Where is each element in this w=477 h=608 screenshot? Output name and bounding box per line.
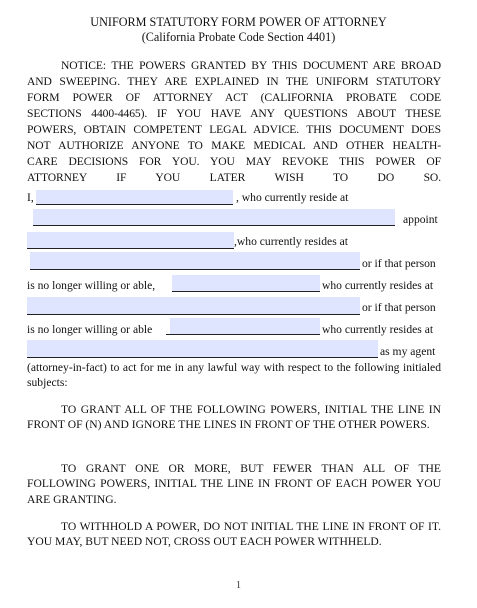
notice-line: NOT AUTHORIZE ANYONE TO MAKE MEDICAL AND OTHER HEALTH-: [27, 139, 441, 152]
document-subtitle: (California Probate Code Section 4401): [141, 30, 336, 44]
no-longer-label-2: is no longer willing or able: [27, 323, 153, 336]
notice-line: NOTICE: THE POWERS GRANTED BY THIS DOCUMENT ARE BROAD: [61, 59, 441, 72]
notice-line: POWERS, OBTAIN COMPETENT LEGAL ADVICE. THIS DOCUMENT DOES: [27, 123, 441, 136]
agent-authority-text: (attorney-in-fact) to act for me in any lawful way with respect to the following initialed subjects:: [27, 361, 441, 390]
agent-name-field[interactable]: [27, 232, 234, 249]
principal-address-field[interactable]: [33, 209, 395, 226]
instruction-paragraph: TO GRANT ALL OF THE FOLLOWING POWERS, INITIAL THE LINE IN FRONT OF (N) AND IGNORE THE LINES IN FRONT OF THE OTHER POWERS.: [27, 403, 441, 432]
document-title: UNIFORM STATUTORY FORM POWER OF ATTORNEY: [90, 15, 387, 29]
who-resides-label-3: who currently resides at: [322, 323, 434, 336]
who-reside-label: , who currently reside at: [236, 191, 349, 204]
successor-agent-1-address-field[interactable]: [27, 297, 360, 315]
instruction-paragraph: TO GRANT ONE OR MORE, BUT FEWER THAN ALL OF THE FOLLOWING POWERS, INITIAL THE LINE IN FRONT OF EACH POWER YOU ARE GRANTING.: [27, 462, 441, 506]
successor-agent-2-address-field[interactable]: [27, 340, 378, 358]
notice-line: FORM POWER OF ATTORNEY ACT (CALIFORNIA PROBATE CODE: [27, 91, 441, 104]
as-agent-label: as my agent: [380, 345, 436, 358]
agent-address-field[interactable]: [30, 252, 360, 270]
notice-line: ATTORNEY IF YOU LATER WISH TO DO SO.: [27, 171, 441, 184]
appoint-label: appoint: [403, 213, 438, 226]
notice-line: CARE DECISIONS FOR YOU. YOU MAY REVOKE THIS POWER OF: [27, 155, 441, 168]
or-if-label-1: or if that person: [362, 257, 436, 270]
principal-name-field[interactable]: [36, 190, 233, 205]
successor-agent-2-name-field[interactable]: [170, 318, 320, 335]
who-resides-label-1: ,who currently resides at: [234, 235, 348, 248]
notice-line: SECTIONS 4400-4465). IF YOU HAVE ANY QUESTIONS ABOUT THESE: [27, 107, 441, 120]
page-number: 1: [236, 580, 241, 591]
notice-line: AND SWEEPING. THEY ARE EXPLAINED IN THE UNIFORM STATUTORY: [27, 75, 441, 88]
or-if-label-2: or if that person: [362, 301, 436, 314]
no-longer-label-1: is no longer willing or able,: [27, 279, 156, 292]
who-resides-label-2: who currently resides at: [322, 279, 434, 292]
successor-agent-1-name-field[interactable]: [172, 275, 320, 292]
i-label: I,: [27, 191, 34, 204]
instruction-paragraph: TO WITHHOLD A POWER, DO NOT INITIAL THE LINE IN FRONT OF IT. YOU MAY, BUT NEED NOT, CROSS OUT EACH POWER WITHHELD.: [27, 520, 441, 549]
